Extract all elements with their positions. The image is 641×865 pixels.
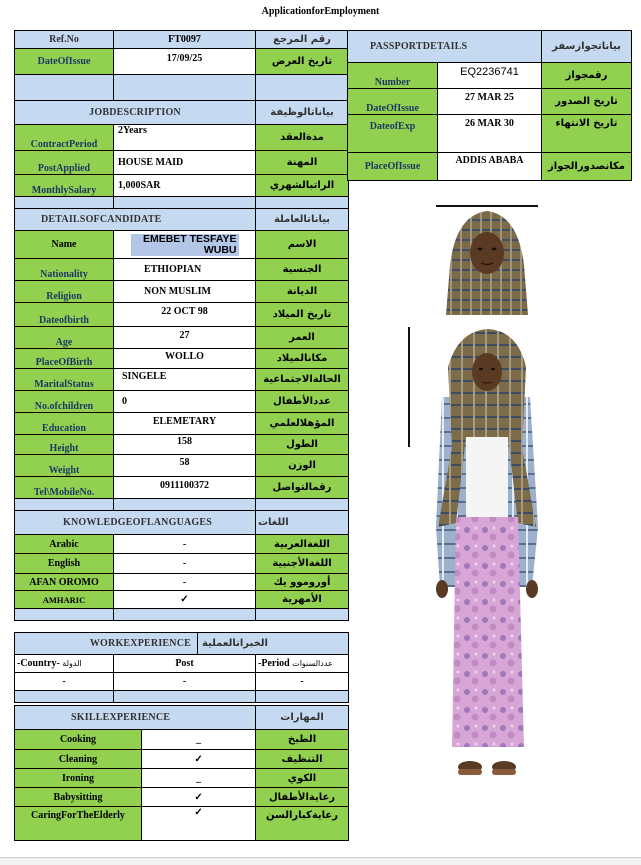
candidate-row [15,259,349,281]
language-row [15,554,349,574]
skills-heading: SKILLEXPERIENCE [15,706,256,730]
language-label-ar: أوروموو يك [256,574,349,591]
job-row [15,151,349,175]
work-col-period [256,655,349,673]
candidate-label-ar: تاريخ الميلاد [256,303,349,327]
work-heading: WORKEXPERIENCE [15,633,198,655]
work-period-value: - [256,673,349,691]
candidate-label-ar: الوزن [256,455,349,477]
skill-row [15,807,349,841]
job-label: ContractPeriod [15,125,114,151]
language-value: - [114,535,256,554]
work-experience-table [14,632,349,703]
candidate-row [15,435,349,455]
candidate-row [15,477,349,499]
candidate-name: EMEBET TESFAYE WUBU [131,234,239,256]
candidate-row [15,455,349,477]
passport-row [348,63,632,89]
passport-label: Number [348,63,438,89]
language-label: Arabic [15,535,114,554]
language-label-ar: اللغةالعربية [256,535,349,554]
passport-row [348,115,632,153]
candidate-label-ar: الحالةالاجتماعية [256,369,349,391]
job-label-ar: المهنة [256,151,349,175]
work-row [15,673,349,691]
work-col-country-label: -Country- [17,658,60,669]
job-label: PostApplied [15,151,114,175]
skill-label: CaringForTheElderly [15,807,142,841]
skill-value: _ [142,730,256,750]
language-label: AFAN OROMO [15,574,114,591]
passport-value: ADDIS ABABA [438,153,542,181]
work-country-value: - [15,673,114,691]
skill-row [15,769,349,788]
job-value: 2Years [114,125,256,151]
language-row [15,591,349,609]
candidate-row [15,281,349,303]
spacer-row [15,691,349,703]
language-row [15,535,349,554]
full-body-photo [408,327,566,792]
page-footer-bar [0,857,641,865]
job-heading-ar: بياناتالوظيفة [256,101,349,125]
passport-label: PlaceOfIssue [348,153,438,181]
skill-label-ar: الكوي [256,769,349,788]
passport-heading: PASSPORTDETAILS [348,31,542,63]
passport-label: DateOfIssue [348,89,438,115]
spacer-row [15,499,349,511]
skill-label-ar: رعايةالأطفال [256,788,349,807]
candidate-heading-ar: بياناتالعاملة [256,209,349,231]
languages-heading-row [15,511,349,535]
candidate-row [15,391,349,413]
skill-value: ✓ [142,750,256,769]
passport-label-ar: تاريخ الانتهاء [542,115,632,153]
candidate-label-ar: الجنسية [256,259,349,281]
skills-heading-ar: المهارات [256,706,349,730]
language-value: ✓ [114,591,256,609]
candidate-label: Age [15,327,114,349]
candidate-value: 0911100372 [114,477,256,499]
candidate-value: 158 [114,435,256,455]
date-row [15,49,349,75]
passport-label-ar: مكانصدورالجواز [542,153,632,181]
candidate-value: 58 [114,455,256,477]
spacer-row [15,197,349,209]
candidate-value: WOLLO [114,349,256,369]
candidate-heading-row [15,209,349,231]
candidate-label-ar: الطول [256,435,349,455]
job-label-ar: الراتبالشهري [256,175,349,197]
passport-row [348,89,632,115]
passport-value: 27 MAR 25 [438,89,542,115]
job-row [15,125,349,151]
work-heading-ar: الخبراتالعملية [198,633,349,655]
candidate-label-ar: الاسم [256,231,349,259]
candidate-label: Dateofbirth [15,303,114,327]
work-columns-row [15,655,349,673]
ref-label: Ref.No [15,31,114,49]
candidate-value: SINGELE [114,369,256,391]
languages-heading: KNOWLEDGEOFLANGUAGES [15,511,256,535]
application-form [14,30,349,621]
candidate-row [15,231,349,259]
skill-value: _ [142,769,256,788]
language-label-ar: اللغةالأجنبية [256,554,349,574]
skill-value: ✓ [142,807,256,841]
language-value: - [114,574,256,591]
date-value: 17/09/25 [114,49,256,75]
candidate-row [15,349,349,369]
skill-label-ar: رعايةكبارالسن [256,807,349,841]
skills-heading-row [15,706,349,730]
passport-heading-row [348,31,632,63]
portrait-photo [436,205,538,315]
language-label: English [15,554,114,574]
candidate-value: NON MUSLIM [114,281,256,303]
skill-label: Ironing [15,769,142,788]
candidate-label: Tel\MobileNo. [15,477,114,499]
spacer-row [15,609,349,621]
language-row [15,574,349,591]
passport-label-ar: تاريخ الصدور [542,89,632,115]
candidate-value: 0 [114,391,256,413]
skill-label-ar: التنظيف [256,750,349,769]
skill-row [15,750,349,769]
candidate-label: Education [15,413,114,435]
candidate-row [15,413,349,435]
job-row [15,175,349,197]
candidate-label: PlaceOfBirth [15,349,114,369]
candidate-row [15,303,349,327]
language-value: - [114,554,256,574]
passport-label: DateofExp [348,115,438,153]
passport-value: 26 MAR 30 [438,115,542,153]
passport-table [347,30,632,181]
candidate-label: Weight [15,455,114,477]
candidate-label: MaritalStatus [15,369,114,391]
skills-table [14,705,349,841]
ref-row [15,31,349,49]
job-label: MonthlySalary [15,175,114,197]
candidate-label-ar: رقمالتواصل [256,477,349,499]
candidate-value: ETHIOPIAN [114,259,256,281]
candidate-label: Religion [15,281,114,303]
date-label-ar: تاريخ العرض [256,49,349,75]
job-value: 1,000SAR [114,175,256,197]
candidate-label: Name [15,231,114,259]
work-post-value: - [114,673,256,691]
work-col-country [15,655,114,673]
candidate-value: ELEMETARY [114,413,256,435]
skill-row [15,730,349,750]
candidate-value: 22 OCT 98 [114,303,256,327]
candidate-label: Height [15,435,114,455]
work-col-period-label: -Period [258,658,290,669]
job-label-ar: مدةالعقد [256,125,349,151]
passport-row [348,153,632,181]
skill-value: ✓ [142,788,256,807]
work-col-post: Post [114,655,256,673]
candidate-label-ar: المؤهلالعلمي [256,413,349,435]
passport-heading-ar: بياناتجوازسفر [542,31,632,63]
candidate-label-ar: العمر [256,327,349,349]
language-label: AMHARIC [15,591,114,609]
job-value: HOUSE MAID [114,151,256,175]
candidate-row [15,369,349,391]
candidate-label: No.ofchildren [15,391,114,413]
ref-label-ar: رقم المرجع [256,31,349,49]
candidate-label-ar: عددالأطفال [256,391,349,413]
ref-value: FT0097 [114,31,256,49]
candidate-row [15,327,349,349]
languages-heading-ar: اللغات [256,511,349,535]
candidate-heading: DETAILSOFCANDIDATE [15,209,256,231]
candidate-value: 27 [114,327,256,349]
work-col-country-ar: الدولة [62,659,82,668]
skill-label: Cooking [15,730,142,750]
date-label: DateOfIssue [15,49,114,75]
skill-label-ar: الطبخ [256,730,349,750]
document-title: ApplicationforEmployment [261,6,380,17]
spacer-row [15,75,349,101]
work-heading-row [15,633,349,655]
language-label-ar: الأمهرية [256,591,349,609]
skill-row [15,788,349,807]
skill-label: Cleaning [15,750,142,769]
job-heading-row [15,101,349,125]
passport-label-ar: رقمجواز [542,63,632,89]
work-col-period-ar: عددالسنوات [292,659,333,668]
passport-number: EQ2236741 [438,63,542,89]
skill-label: Babysitting [15,788,142,807]
candidate-label-ar: مكانالميلاد [256,349,349,369]
job-heading: JOBDESCRIPTION [15,101,256,125]
candidate-label: Nationality [15,259,114,281]
candidate-label-ar: الديانة [256,281,349,303]
